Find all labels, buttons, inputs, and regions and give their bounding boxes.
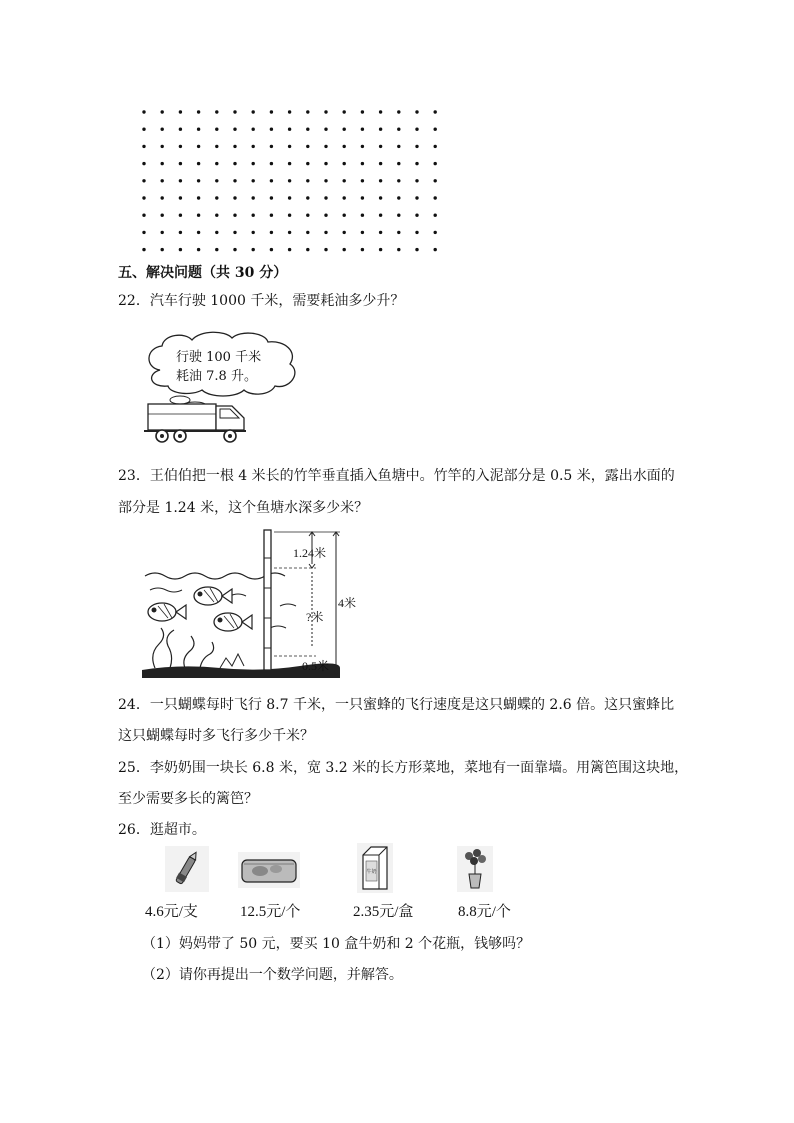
grid-dot: [379, 248, 382, 251]
grid-dot: [179, 248, 182, 251]
grid-dot: [434, 110, 437, 113]
grid-dot: [415, 128, 418, 131]
question-25-line-1: 25．李奶奶围一块长 6.8 米，宽 3.2 米的长方形菜地，菜地有一面靠墙。用篱笆围这块地，: [118, 760, 689, 776]
grid-dot: [215, 145, 218, 148]
grid-dot: [215, 162, 218, 165]
grid-dot: [179, 179, 182, 182]
question-26-sub-1: （1）妈妈带了 50 元，要买 10 盒牛奶和 2 个花瓶，钱够吗？: [142, 936, 531, 952]
grid-dot: [270, 145, 273, 148]
label-in-mud: 0.5米: [302, 659, 330, 673]
grid-dot: [379, 231, 382, 234]
grid-dot: [161, 179, 164, 182]
grid-dot: [397, 179, 400, 182]
grid-dot: [142, 231, 145, 234]
grid-dot: [252, 128, 255, 131]
grid-dot: [343, 162, 346, 165]
grid-dot: [361, 110, 364, 113]
grid-dot: [434, 162, 437, 165]
grid-dot: [233, 145, 236, 148]
grid-dot: [161, 110, 164, 113]
grid-dot: [415, 162, 418, 165]
grid-dot: [252, 110, 255, 113]
question-22: 22．汽车行驶 1000 千米，需要耗油多少升？: [118, 293, 405, 309]
grid-dot: [288, 179, 291, 182]
grid-dot: [270, 196, 273, 199]
grid-dot: [161, 214, 164, 217]
grid-dot: [434, 196, 437, 199]
grid-dot: [415, 110, 418, 113]
grid-dot: [306, 110, 309, 113]
grid-dot: [306, 196, 309, 199]
question-23-line-2: 部分是 1.24 米，这个鱼塘水深多少米？: [118, 500, 369, 516]
grid-dot: [343, 231, 346, 234]
grid-dot: [434, 128, 437, 131]
grid-dot: [361, 145, 364, 148]
grid-dot: [270, 231, 273, 234]
grid-dot: [434, 231, 437, 234]
label-water-depth: ?米: [306, 610, 324, 624]
grid-dot: [343, 196, 346, 199]
grid-dot: [288, 162, 291, 165]
grid-dot: [270, 179, 273, 182]
grid-dot: [324, 214, 327, 217]
grid-dot: [142, 162, 145, 165]
grid-dot: [197, 231, 200, 234]
grid-dot: [197, 196, 200, 199]
grid-dot: [397, 110, 400, 113]
grid-dot: [233, 128, 236, 131]
grid-dot: [379, 162, 382, 165]
pen-icon: [165, 846, 209, 892]
dot-grid: [130, 100, 450, 255]
grid-dot: [324, 162, 327, 165]
grid-dot: [252, 196, 255, 199]
grid-dot: [252, 162, 255, 165]
grid-dot: [288, 214, 291, 217]
grid-dot: [361, 214, 364, 217]
grid-dot: [142, 128, 145, 131]
grid-dot: [343, 179, 346, 182]
grid-dot: [197, 179, 200, 182]
grid-dot: [306, 248, 309, 251]
grid-dot: [397, 162, 400, 165]
grid-dot: [415, 179, 418, 182]
grid-dot: [397, 214, 400, 217]
grid-dot: [397, 248, 400, 251]
grid-dot: [324, 231, 327, 234]
grid-dot: [379, 179, 382, 182]
grid-dot: [324, 128, 327, 131]
grid-dot: [397, 231, 400, 234]
grid-dot: [215, 214, 218, 217]
pencil-case-icon: [238, 852, 300, 888]
question-25-line-2: 至少需要多长的篱笆？: [118, 791, 258, 807]
grid-dot: [379, 128, 382, 131]
grid-dot: [142, 145, 145, 148]
grid-dot: [324, 248, 327, 251]
grid-dot: [434, 214, 437, 217]
grid-dot: [379, 145, 382, 148]
grid-dot: [215, 179, 218, 182]
grid-dot: [324, 179, 327, 182]
grid-dot: [379, 110, 382, 113]
grid-dot: [415, 196, 418, 199]
grid-dot: [270, 214, 273, 217]
grid-dot: [233, 231, 236, 234]
grid-dot: [197, 145, 200, 148]
grid-dot: [270, 248, 273, 251]
bubble-line-1: 行驶 100 千米: [176, 350, 262, 365]
grid-dot: [252, 179, 255, 182]
grid-dot: [215, 231, 218, 234]
grid-dot: [179, 145, 182, 148]
grid-dot: [306, 145, 309, 148]
question-24-line-1: 24．一只蝴蝶每时飞行 8.7 千米，一只蜜蜂的飞行速度是这只蝴蝶的 2.6 倍。这只蜜蜂比: [118, 697, 675, 713]
grid-dot: [343, 110, 346, 113]
grid-dot: [397, 128, 400, 131]
grid-dot: [179, 128, 182, 131]
grid-dot: [306, 179, 309, 182]
question-26-sub-2: （2）请你再提出一个数学问题，并解答。: [142, 967, 403, 983]
grid-dot: [434, 179, 437, 182]
price-milk: 2.35元/盒: [353, 904, 414, 920]
grid-dot: [197, 162, 200, 165]
grid-dot: [379, 214, 382, 217]
grid-dot: [361, 162, 364, 165]
grid-dot: [161, 128, 164, 131]
grid-dot: [179, 162, 182, 165]
grid-dot: [233, 162, 236, 165]
label-total-length: 4米: [338, 596, 357, 610]
bubble-line-2: 耗油 7.8 升。: [176, 369, 257, 384]
grid-dot: [270, 128, 273, 131]
grid-dot: [288, 145, 291, 148]
fish-icon: [148, 603, 186, 621]
label-above-water: 1.24米: [293, 546, 327, 560]
grid-dot: [324, 110, 327, 113]
grid-dot: [361, 196, 364, 199]
grid-dot: [343, 248, 346, 251]
milk-box-icon: [357, 843, 393, 893]
grid-dot: [415, 214, 418, 217]
grid-dot: [233, 110, 236, 113]
grid-dot: [415, 145, 418, 148]
grid-dot: [288, 128, 291, 131]
grid-dot: [233, 196, 236, 199]
grid-dot: [288, 248, 291, 251]
grid-dot: [434, 248, 437, 251]
fish-icon: [194, 587, 232, 605]
grid-dot: [361, 231, 364, 234]
grid-dot: [179, 196, 182, 199]
grid-dot: [215, 128, 218, 131]
question-26-title: 26．逛超市。: [118, 822, 206, 838]
grid-dot: [252, 248, 255, 251]
grid-dot: [142, 196, 145, 199]
grid-dot: [270, 110, 273, 113]
grid-dot: [343, 128, 346, 131]
grid-dot: [397, 145, 400, 148]
grid-dot: [142, 248, 145, 251]
grid-dot: [197, 128, 200, 131]
grid-dot: [434, 145, 437, 148]
grid-dot: [415, 231, 418, 234]
grid-dot: [252, 145, 255, 148]
grid-dot: [161, 162, 164, 165]
grid-dot: [161, 145, 164, 148]
grid-dot: [306, 128, 309, 131]
grid-dot: [288, 231, 291, 234]
milk-box-label: 牛奶: [366, 869, 377, 875]
grid-dot: [179, 231, 182, 234]
grid-dot: [179, 110, 182, 113]
grid-dot: [361, 179, 364, 182]
price-vase: 8.8元/个: [458, 904, 511, 920]
grid-dot: [142, 110, 145, 113]
grid-dot: [252, 214, 255, 217]
price-pen: 4.6元/支: [145, 904, 198, 920]
grid-dot: [361, 128, 364, 131]
grid-dot: [197, 110, 200, 113]
grid-dot: [161, 231, 164, 234]
grid-dot: [161, 248, 164, 251]
grid-dot: [324, 196, 327, 199]
grid-dot: [361, 248, 364, 251]
price-pencil-case: 12.5元/个: [240, 904, 301, 920]
grid-dot: [397, 196, 400, 199]
grid-dot: [142, 179, 145, 182]
grid-dot: [343, 214, 346, 217]
section-heading: 五、解决问题（共 30 分）: [118, 265, 288, 281]
grid-dot: [179, 214, 182, 217]
grid-dot: [379, 196, 382, 199]
grid-dot: [233, 248, 236, 251]
grid-dot: [306, 231, 309, 234]
question-24-line-2: 这只蝴蝶每时多飞行多少千米？: [118, 728, 314, 744]
grid-dot: [197, 214, 200, 217]
question-23-line-1: 23．王伯伯把一根 4 米长的竹竿垂直插入鱼塘中。竹竿的入泥部分是 0.5 米，露出水面的: [118, 468, 675, 484]
grid-dot: [233, 179, 236, 182]
grid-dot: [233, 214, 236, 217]
grid-dot: [142, 214, 145, 217]
grid-dot: [288, 196, 291, 199]
grid-dot: [324, 145, 327, 148]
flower-vase-icon: [457, 846, 493, 892]
grid-dot: [306, 214, 309, 217]
grid-dot: [415, 248, 418, 251]
grid-dot: [215, 110, 218, 113]
grid-dot: [252, 231, 255, 234]
grid-dot: [306, 162, 309, 165]
grid-dot: [288, 110, 291, 113]
grid-dot: [270, 162, 273, 165]
grid-dot: [197, 248, 200, 251]
grid-dot: [343, 145, 346, 148]
grid-dot: [161, 196, 164, 199]
grid-dot: [215, 196, 218, 199]
grid-dot: [215, 248, 218, 251]
fish-icon: [214, 613, 252, 631]
